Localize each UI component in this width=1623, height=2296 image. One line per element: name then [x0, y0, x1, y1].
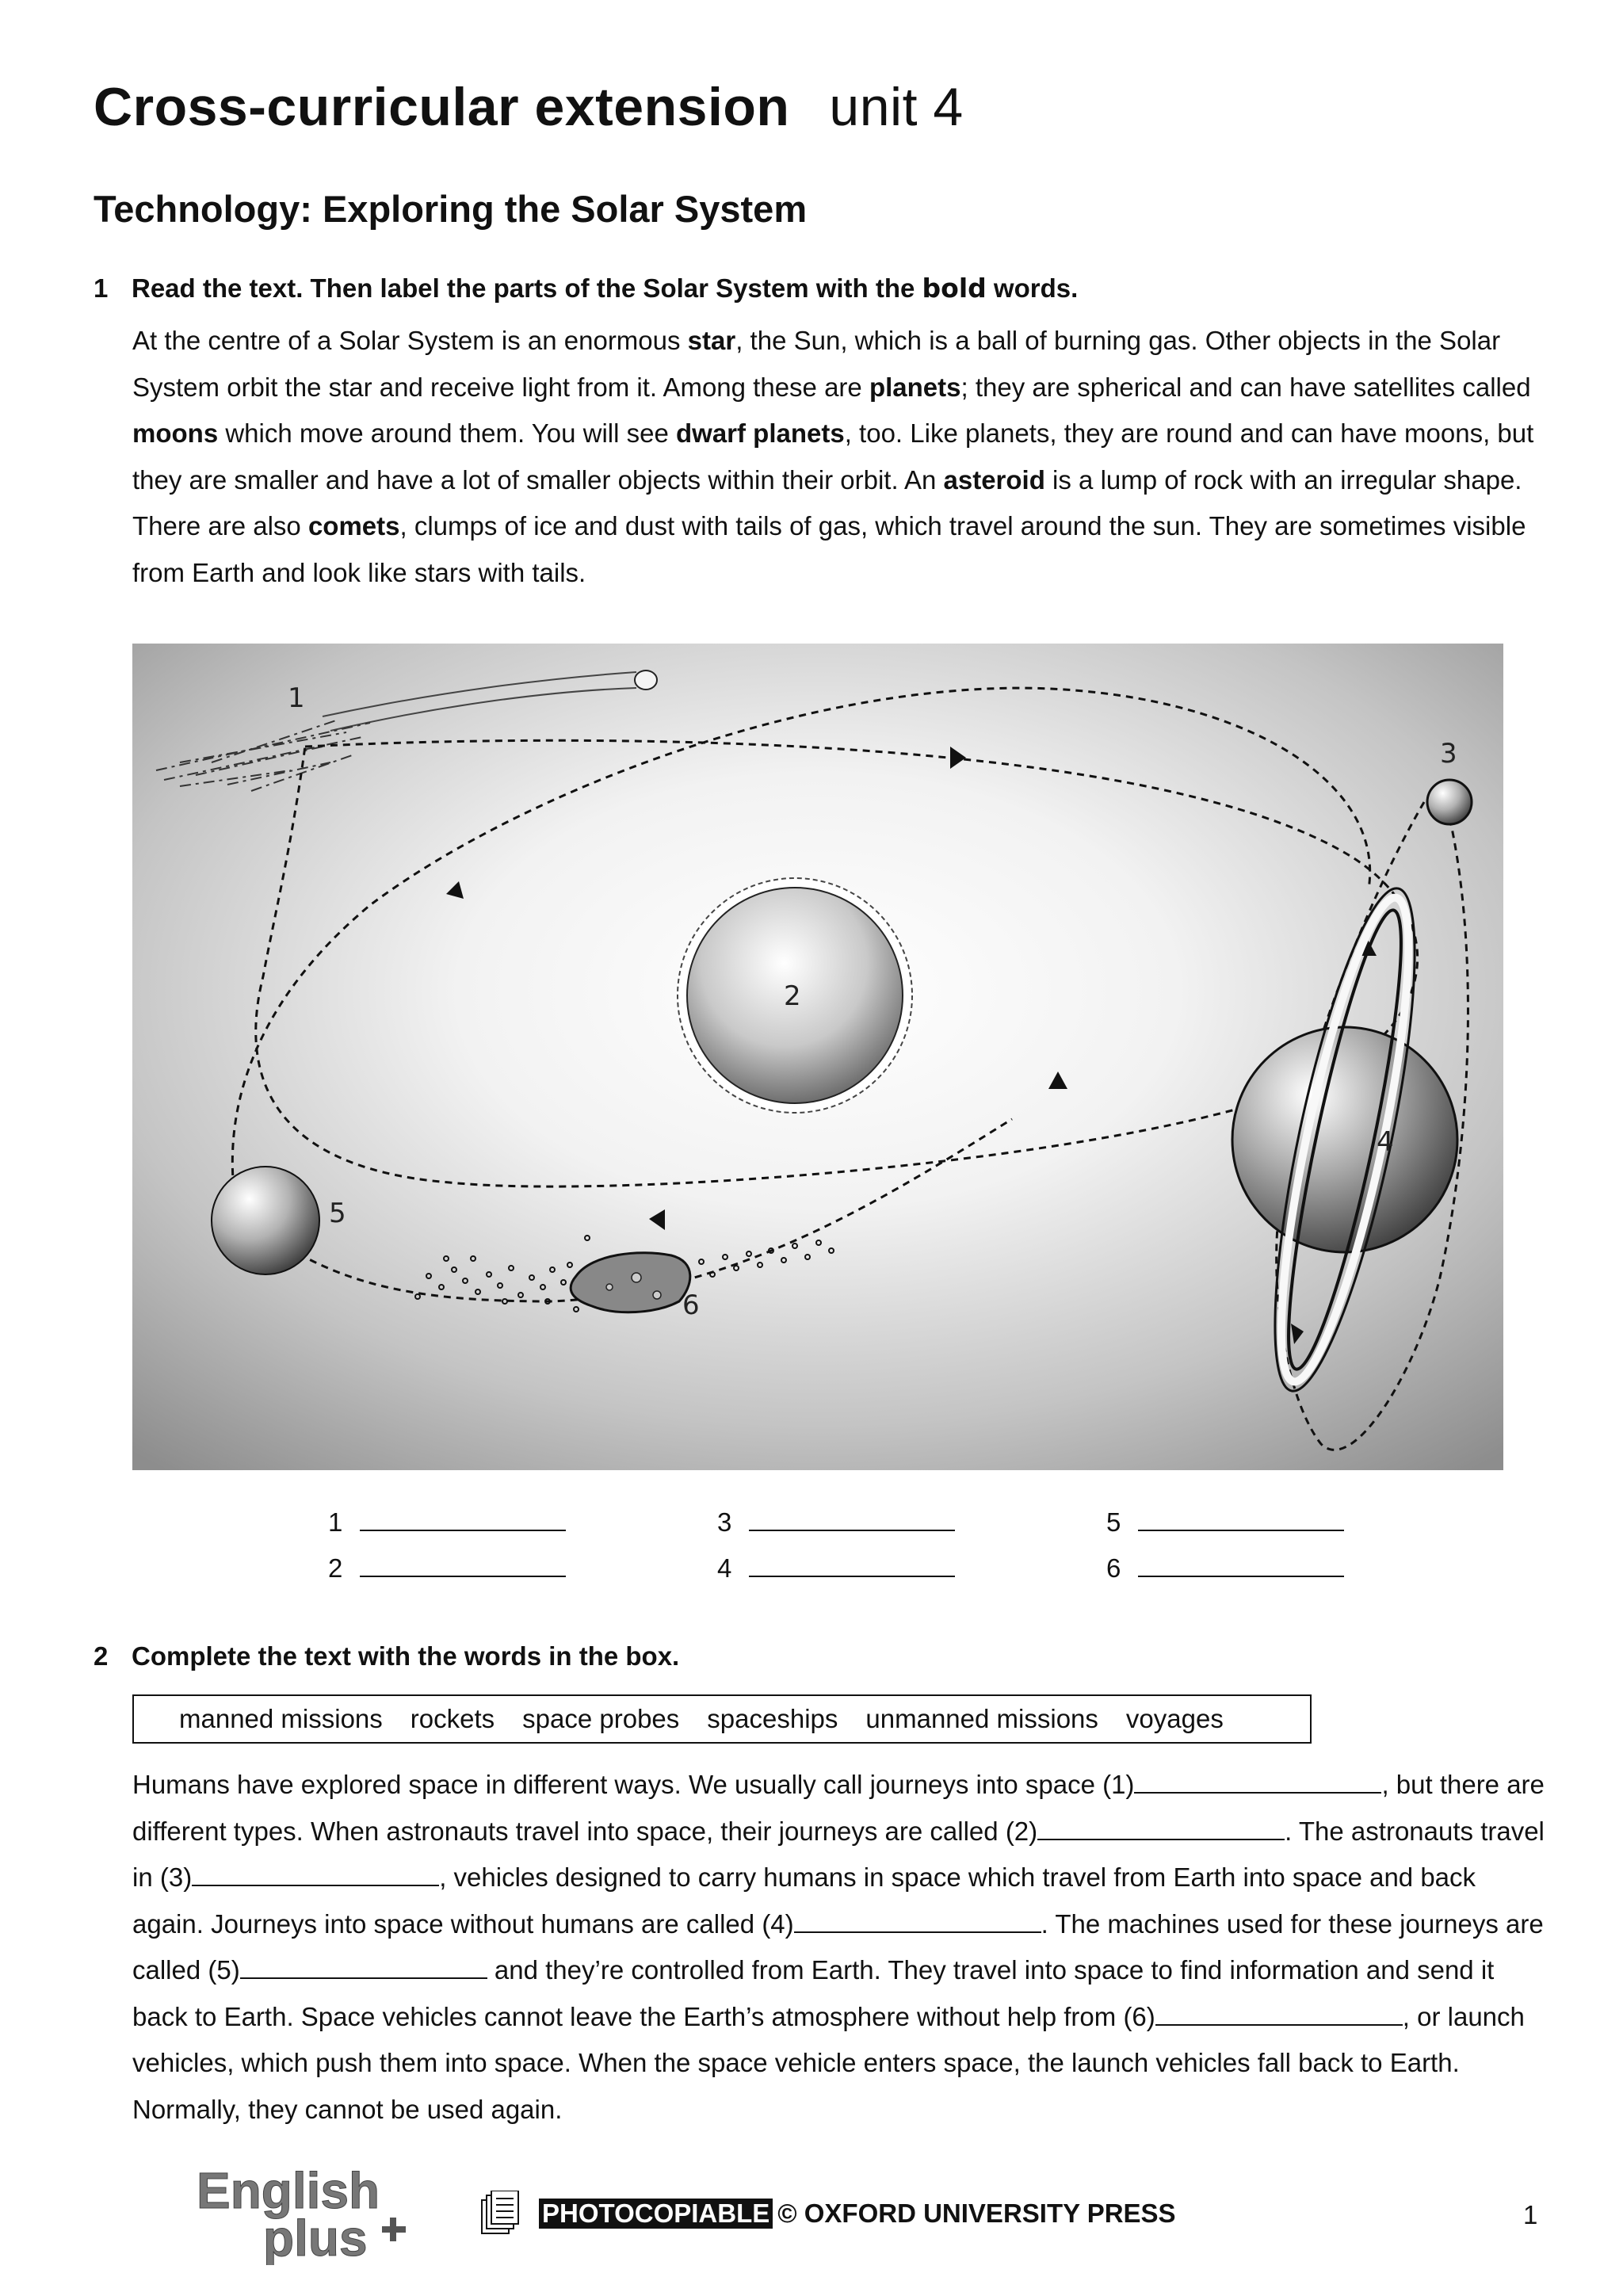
english-plus-logo	[195, 2162, 433, 2269]
photocopiable-label: PHOTOCOPIABLE	[539, 2199, 773, 2229]
figure-label-5: 5	[329, 1198, 346, 1229]
figure-label-2: 2	[784, 980, 801, 1012]
word-item: voyages	[1125, 1704, 1224, 1733]
logo-line-2: plus	[263, 2210, 368, 2265]
exercise-2-text	[132, 1762, 1551, 2133]
gap-blank[interactable]	[794, 1911, 1041, 1933]
blank-number: (5)	[208, 1955, 240, 1985]
text-run: , but there are different types. When astronauts travel into space, their journeys are called	[132, 1770, 1545, 1846]
page-title	[94, 76, 964, 138]
solar-system-figure	[132, 644, 1503, 1470]
plus-icon	[382, 2218, 406, 2241]
answer-number: 5	[1106, 1507, 1121, 1537]
text-run: is a lump of rock with an irregular shape. There are also	[132, 464, 1522, 541]
answer-number: 1	[328, 1507, 343, 1537]
gap-blank[interactable]	[240, 1957, 487, 1979]
title-text: Cross-curricular extension	[94, 77, 790, 137]
figure-label-1: 1	[288, 682, 305, 714]
keyword-comets: comets	[307, 511, 400, 541]
answer-number: 2	[328, 1553, 343, 1583]
text-run: , vehicles designed to carry humans in space which travel from Earth into space and back again. Journeys into space without humans are called	[132, 1862, 1476, 1939]
blank-number: (4)	[762, 1908, 794, 1939]
text-run: and they’re controlled from Earth. They travel into space to find information and send it back to Earth. Space vehicles cannot leave the Earth’s atmosphere without help from	[132, 1955, 1495, 2031]
text-run: At the centre of a Solar System is an enormous	[132, 326, 688, 355]
answer-blank[interactable]	[1138, 1509, 1344, 1531]
word-item: spaceships	[707, 1704, 838, 1733]
exercise-1-instruction	[94, 273, 1078, 304]
answer-blank[interactable]	[749, 1509, 955, 1531]
text-run: , or launch vehicles, which push them into space. When the space vehicle enters space, the launch vehicles fall back to Earth. Normally, they cannot be used again.	[132, 2001, 1525, 2124]
gap-blank[interactable]	[192, 1864, 439, 1886]
answer-line-2	[328, 1553, 566, 1584]
answer-line-1	[328, 1507, 566, 1538]
answer-number: 6	[1106, 1553, 1121, 1583]
answer-blank[interactable]	[749, 1555, 955, 1577]
copyright-text: © OXFORD UNIVERSITY PRESS	[777, 2199, 1176, 2228]
figure-label-3: 3	[1440, 738, 1457, 770]
text-run: ; they are spherical and can have satellites called	[960, 372, 1531, 402]
blank-number: (2)	[1005, 1816, 1038, 1846]
text-run: Humans have explored space in different ways. We usually call journeys into space	[132, 1770, 1103, 1799]
word-item: manned missions	[179, 1704, 383, 1733]
answer-line-3	[717, 1507, 955, 1538]
text-run: . The machines used for these journeys are called	[132, 1908, 1544, 1985]
instruction-text: Complete the text with the words in the box.	[132, 1641, 680, 1671]
exercise-2-instruction	[94, 1641, 679, 1671]
word-item: unmanned missions	[865, 1704, 1098, 1733]
dwarf-planet-illustration	[212, 1167, 319, 1274]
logo-line-1: English	[197, 2162, 380, 2219]
keyword-star: star	[687, 326, 736, 355]
footer-copyright	[479, 2191, 1176, 2237]
exercise-number: 2	[94, 1641, 109, 1671]
answer-line-6	[1106, 1553, 1344, 1584]
figure-label-4: 4	[1377, 1126, 1394, 1158]
answer-blank[interactable]	[360, 1555, 566, 1577]
text-run: , clumps of ice and dust with tails of gas, which travel around the sun. They are sometimes visible from Earth and look like stars with tails.	[132, 511, 1526, 587]
blank-number: (6)	[1123, 2001, 1155, 2031]
answer-blank[interactable]	[360, 1509, 566, 1531]
answer-blank[interactable]	[1138, 1555, 1344, 1577]
text-run: . The astronauts travel in	[132, 1816, 1545, 1892]
text-run: , too. Like planets, they are round and can have moons, but they are smaller and have a lot of smaller objects within their orbit. An	[132, 418, 1534, 495]
instruction-part: words.	[986, 273, 1079, 303]
answer-number: 3	[717, 1507, 732, 1537]
blank-number: (3)	[159, 1862, 193, 1892]
unit-label: unit 4	[829, 77, 964, 137]
answer-line-5	[1106, 1507, 1344, 1538]
text-run: which move around them. You will see	[218, 418, 676, 448]
gap-blank[interactable]	[1037, 1818, 1285, 1840]
gap-blank[interactable]	[1155, 2004, 1403, 2026]
word-item: space probes	[522, 1704, 680, 1733]
blank-number: (1)	[1102, 1770, 1135, 1799]
moon-illustration	[1427, 780, 1472, 824]
word-box	[132, 1694, 1312, 1744]
page-subtitle: Technology: Exploring the Solar System	[94, 188, 808, 230]
instruction-part: Read the text. Then label the parts of the Solar System with the	[132, 273, 922, 303]
answer-number: 4	[717, 1553, 732, 1583]
text-run: , the Sun, which is a ball of burning gas. Other objects in the Solar System orbit the star and receive light from it. Among these are	[132, 326, 1501, 402]
word-item: rockets	[410, 1704, 495, 1733]
keyword-moons: moons	[132, 418, 219, 448]
exercise-1-text	[132, 318, 1551, 596]
figure-label-6: 6	[682, 1289, 700, 1321]
photocopy-icon	[479, 2191, 520, 2237]
gap-blank[interactable]	[1134, 1771, 1381, 1794]
keyword-planets: planets	[869, 372, 961, 402]
keyword-dwarf-planets: dwarf planets	[676, 418, 845, 448]
exercise-number: 1	[94, 273, 109, 303]
keyword-asteroid: asteroid	[943, 464, 1045, 495]
instruction-bold-word: bold	[922, 273, 987, 304]
page-number: 1	[1523, 2200, 1538, 2229]
answer-line-4	[717, 1553, 955, 1584]
